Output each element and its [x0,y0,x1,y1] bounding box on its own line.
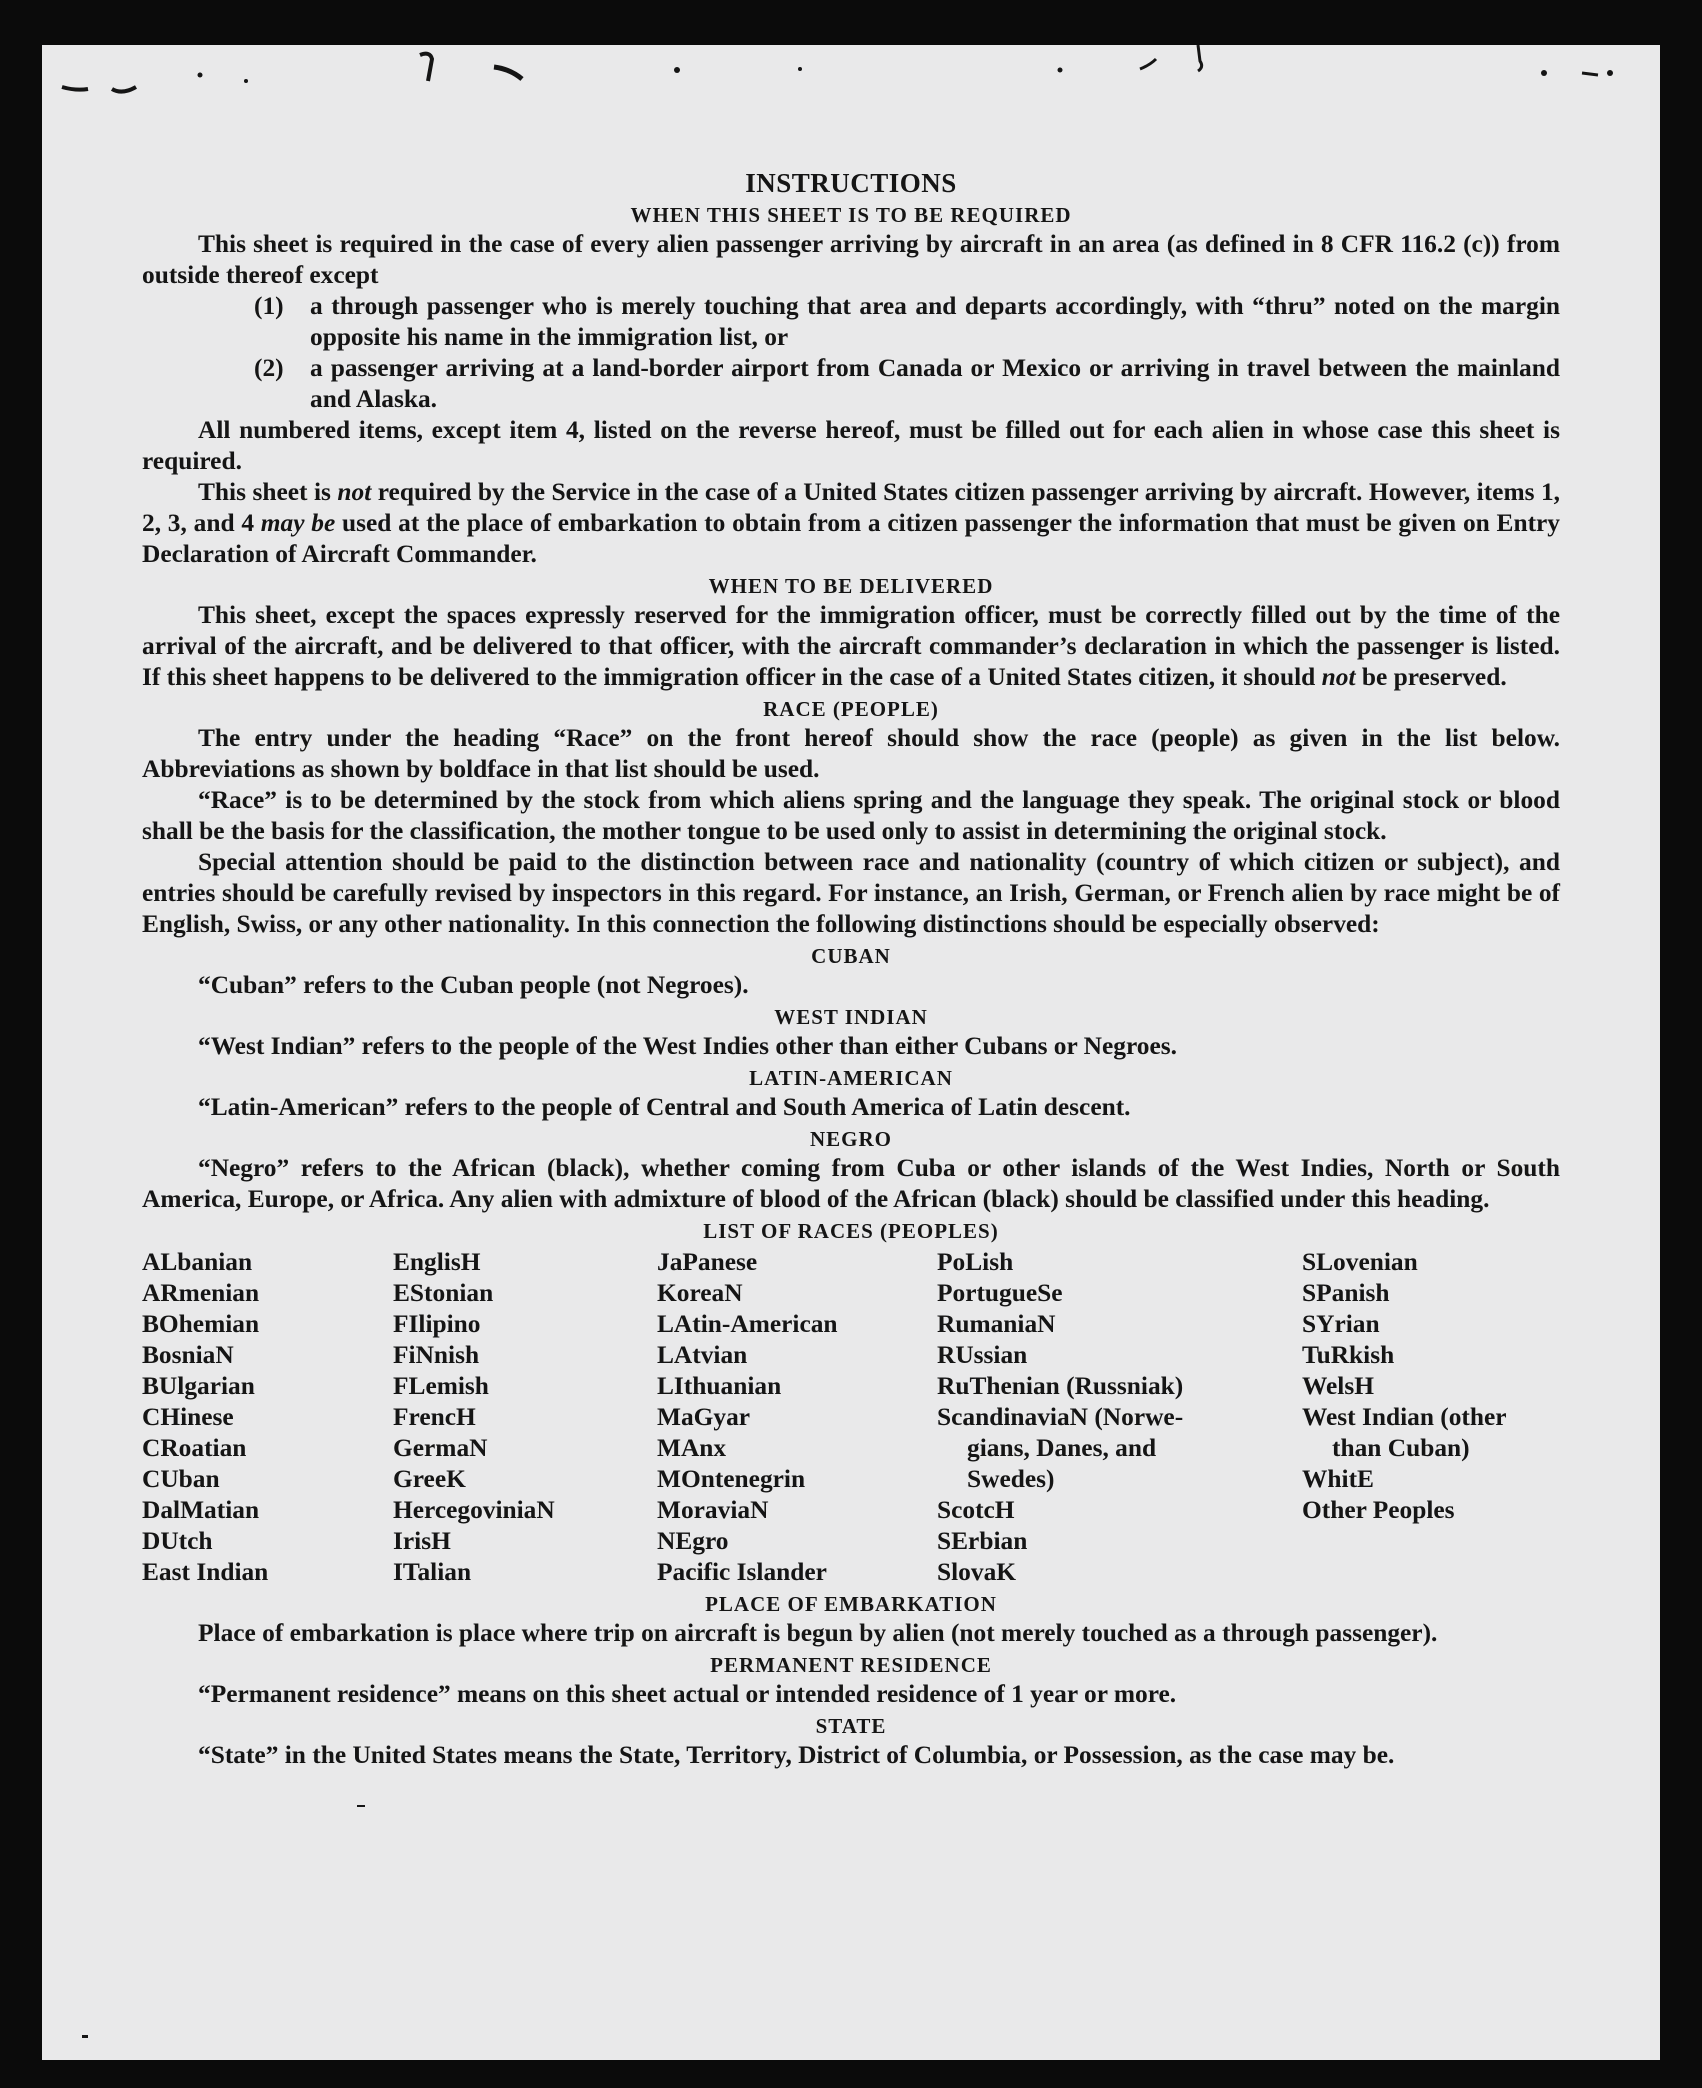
heading-cuban: CUBAN [811,944,891,968]
race-entry: GermaN [393,1434,488,1462]
paragraph: “Negro” refers to the African (black), whether coming from Cuba or other islands of the West Indies, North or South America, Europe, or Africa. Any alien with admixture of blood of the African (black) should be classified under this heading. [142,1154,1560,1213]
heading-latin-american: LATIN-AMERICAN [749,1066,953,1090]
race-entry: West Indian (other [1302,1403,1507,1431]
heading-when-required: WHEN THIS SHEET IS TO BE REQUIRED [630,203,1072,227]
race-entry: BUlgarian [142,1372,255,1400]
race-entry: Other Peoples [1302,1496,1455,1524]
race-entry: CRoatian [142,1434,247,1462]
page-title: INSTRUCTIONS [745,168,957,198]
heading-negro: NEGRO [809,1127,892,1151]
race-entry: FLemish [393,1372,489,1400]
race-entry: GreeK [393,1465,466,1493]
race-entry: RUssian [937,1341,1028,1369]
race-entry: ScotcH [937,1496,1015,1524]
race-entry: FiNnish [393,1341,480,1369]
race-list [142,1247,1560,1588]
race-entry: gians, Danes, and [967,1434,1157,1462]
race-entry: PoLish [937,1248,1014,1276]
item-number: (1) [254,292,284,320]
race-entry: SLovenian [1302,1248,1418,1276]
race-entry: LIthuanian [657,1372,782,1400]
race-entry: MaGyar [657,1403,751,1431]
race-entry: FIlipino [393,1310,481,1338]
item-text: a through passenger who is merely touching that area and departs accordingly, with “thru” noted on the margin opposite his name in the immigration list, or [310,292,1560,351]
race-column [393,1247,657,1588]
race-entry: WhitE [1302,1465,1374,1493]
heading-west-indian: WEST INDIAN [774,1005,928,1029]
race-entry: TuRkish [1302,1341,1395,1369]
race-entry: CUban [142,1465,220,1493]
race-entry: NEgro [657,1527,729,1555]
paragraph: This sheet is not required by the Service in the case of a United States citizen passenger arriving by aircraft. However, items 1, 2, 3, and 4 may be used at the place of embarkation to obtain from a citizen passenger the information that must be given on Entry Declaration of Aircraft Commander. [142,478,1561,568]
race-entry: SYrian [1302,1310,1380,1338]
paragraph: “State” in the United States means the State, Territory, District of Columbia, or Possession, as the case may be. [198,1741,1395,1769]
race-entry: IrisH [393,1527,451,1555]
heading-state: STATE [815,1714,887,1738]
race-entry: East Indian [142,1558,269,1586]
race-column [1302,1247,1560,1588]
paragraph: This sheet, except the spaces expressly reserved for the immigration officer, must be correctly filled out by the time of the arrival of the aircraft, and be delivered to that officer, with the aircraft commander’s declaration in which the passenger is listed. If this sheet happens to be delivered to the immigration officer in the case of a United States citizen, it should not be preserved. [142,601,1560,691]
list-item [142,353,1560,415]
race-entry: CHinese [142,1403,234,1431]
race-entry: WelsH [1302,1372,1374,1400]
scan-specks [42,45,1660,115]
race-entry: SErbian [937,1527,1028,1555]
race-entry: FrencH [393,1403,476,1431]
race-entry: than Cuban) [1332,1434,1470,1462]
heading-place-of-embarkation: PLACE OF EMBARKATION [705,1592,997,1616]
paragraph: Place of embarkation is place where trip on aircraft is begun by alien (not merely touched as a through passenger). [198,1619,1438,1647]
heading-when-delivered: WHEN TO BE DELIVERED [708,574,994,598]
definition: “Permanent residence” means on this sheet actual or intended residence of 1 year or more. [198,1680,1177,1708]
paragraph: All numbered items, except item 4, listed on the reverse hereof, must be filled out for each alien in whose case this sheet is required. [142,416,1560,475]
paragraph: The entry under the heading “Race” on the front hereof should show the race (people) as given in the list below. Abbreviations as shown by boldface in that list should be used. [142,724,1560,783]
race-column [142,1247,393,1588]
race-entry: Pacific Islander [657,1558,827,1586]
paragraph: Special attention should be paid to the distinction between race and nationality (country of which citizen or subject), and entries should be carefully revised by inspectors in this regard. For instance, an Irish, German, or French alien by race might be of English, Swiss, or any other nationality. In this connection the following distinctions should be especially observed: [142,848,1560,938]
race-entry: LAtvian [657,1341,748,1369]
item-number: (2) [254,354,284,382]
race-entry: MOntenegrin [657,1465,806,1493]
race-entry: ARmenian [142,1279,260,1307]
race-entry: ScandinaviaN (Norwe- [937,1403,1184,1431]
race-column [937,1247,1302,1588]
list-item [142,291,1560,353]
race-entry: JaPanese [657,1248,758,1276]
race-entry: MAnx [657,1434,727,1462]
race-entry: MoraviaN [657,1496,769,1524]
paragraph: “Race” is to be determined by the stock from which aliens spring and the language they speak. The original stock or blood shall be the basis for the classification, the mother tongue to be used only to assist in determining the original stock. [142,786,1560,845]
race-entry: SPanish [1302,1279,1390,1307]
race-entry: EStonian [393,1279,494,1307]
definition: “Latin-American” refers to the people of Central and South America of Latin descent. [198,1093,1131,1121]
edge-mark [82,2035,88,2038]
race-entry: RumaniaN [937,1310,1056,1338]
race-entry: LAtin-American [657,1310,838,1338]
heading-permanent-residence: PERMANENT RESIDENCE [710,1653,992,1677]
race-entry: PortugueSe [937,1279,1063,1307]
race-entry: Swedes) [967,1465,1055,1493]
heading-race: RACE (PEOPLE) [763,697,939,721]
heading-list-of-races: LIST OF RACES (PEOPLES) [703,1219,999,1243]
definition: “West Indian” refers to the people of the West Indies other than either Cubans or Negroes. [198,1032,1177,1060]
document-page [42,45,1660,2060]
edge-mark [357,1805,365,1807]
race-entry: SlovaK [937,1558,1017,1586]
race-entry: DUtch [142,1527,213,1555]
race-entry: BOhemian [142,1310,260,1338]
definition: “Cuban” refers to the Cuban people (not Negroes). [198,971,749,999]
race-entry: ALbanian [142,1248,253,1276]
item-text: a passenger arriving at a land-border airport from Canada or Mexico or arriving in travel between the mainland and Alaska. [310,354,1560,413]
paragraph: This sheet is required in the case of every alien passenger arriving by aircraft in an area (as defined in 8 CFR 116.2 (c)) from outside thereof except [142,230,1560,289]
race-entry: DalMatian [142,1496,260,1524]
race-entry: ITalian [393,1558,472,1586]
race-entry: BosniaN [142,1341,234,1369]
race-entry: HercegoviniaN [393,1496,555,1524]
race-entry: RuThenian (Russniak) [937,1372,1184,1400]
race-entry: KoreaN [657,1279,743,1307]
race-column [657,1247,937,1588]
race-entry: EnglisH [393,1248,481,1276]
